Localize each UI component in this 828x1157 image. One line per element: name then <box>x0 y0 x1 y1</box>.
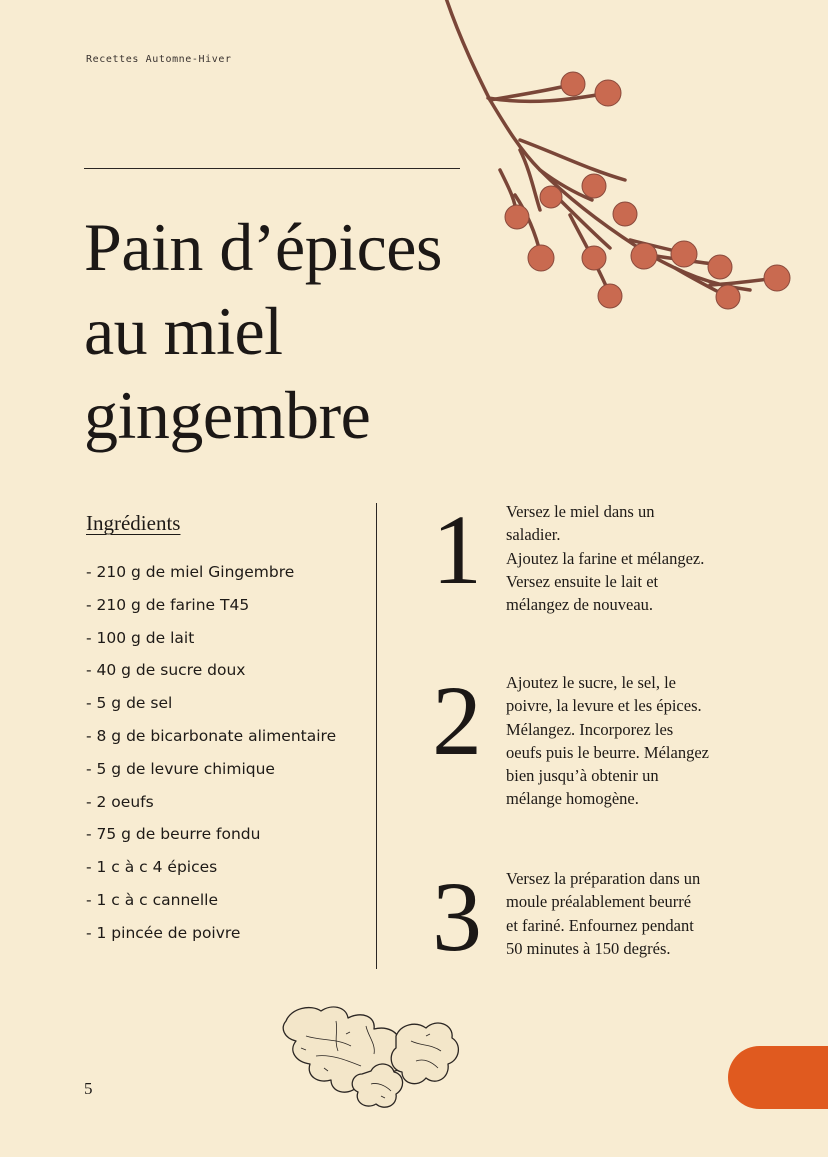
step-line: Mélangez. Incorporez les <box>506 719 674 739</box>
step-line: Versez la préparation dans un <box>506 869 701 888</box>
ingredient-item: - 1 pincée de poivre <box>86 923 241 942</box>
step-line: oeufs puis le beurre. Mélangez <box>506 742 709 762</box>
step-line: saladier. <box>506 525 561 545</box>
column-divider <box>376 503 377 969</box>
step-line: mélange homogène. <box>506 789 639 809</box>
step-number: 2 <box>432 665 482 776</box>
ingredient-item: - 210 g de farine T45 <box>86 595 250 614</box>
title-line: Pain d’épices <box>84 209 442 285</box>
step-line: moule préalablement beurré <box>506 892 692 912</box>
step-text <box>506 671 742 811</box>
step-text <box>506 867 742 960</box>
ingredient-item: - 5 g de levure chimique <box>86 759 275 778</box>
step-1 <box>432 494 742 620</box>
ingredient-item: - 1 c à c 4 épices <box>86 858 218 877</box>
step-line: Ajoutez la farine et mélangez. <box>506 548 705 568</box>
step-2 <box>432 665 742 821</box>
step-line: mélangez de nouveau. <box>506 595 654 615</box>
ginger-root-illustration <box>276 996 466 1114</box>
ingredients-list <box>86 558 336 952</box>
step-line: Ajoutez le sucre, le sel, le <box>506 673 676 692</box>
accent-tab <box>728 1046 828 1109</box>
step-line: Versez ensuite le lait et <box>506 571 659 591</box>
ingredient-item: - 210 g de miel Gingembre <box>86 563 295 581</box>
ingredient-item: - 1 c à c cannelle <box>86 890 218 909</box>
header-kicker: Recettes Automne-Hiver <box>86 54 232 65</box>
ingredient-item: - 5 g de sel <box>86 694 173 713</box>
page-title <box>84 205 504 457</box>
step-number: 1 <box>432 494 482 605</box>
page-number: 5 <box>84 1079 93 1098</box>
title-line: au miel <box>84 293 283 369</box>
step-line: poivre, la levure et les épices. <box>506 696 702 716</box>
ingredient-item: - 40 g de sucre doux <box>86 661 246 680</box>
step-line: bien jusqu’à obtenir un <box>506 766 659 786</box>
ingredient-item: - 100 g de lait <box>86 628 195 647</box>
step-line: et fariné. Enfournez pendant <box>506 915 694 935</box>
step-line: Versez le miel dans un <box>506 502 655 521</box>
ingredient-item: - 8 g de bicarbonate alimentaire <box>86 726 337 745</box>
ingredient-item: - 2 oeufs <box>86 792 154 811</box>
ingredient-item: - 75 g de beurre fondu <box>86 825 261 844</box>
ingredients-heading: Ingrédients <box>86 511 181 535</box>
title-line: gingembre <box>84 377 371 453</box>
title-divider <box>84 168 460 169</box>
step-line: 50 minutes à 150 degrés. <box>506 938 671 958</box>
step-3 <box>432 861 742 977</box>
step-number: 3 <box>432 861 482 972</box>
step-text <box>506 500 742 616</box>
